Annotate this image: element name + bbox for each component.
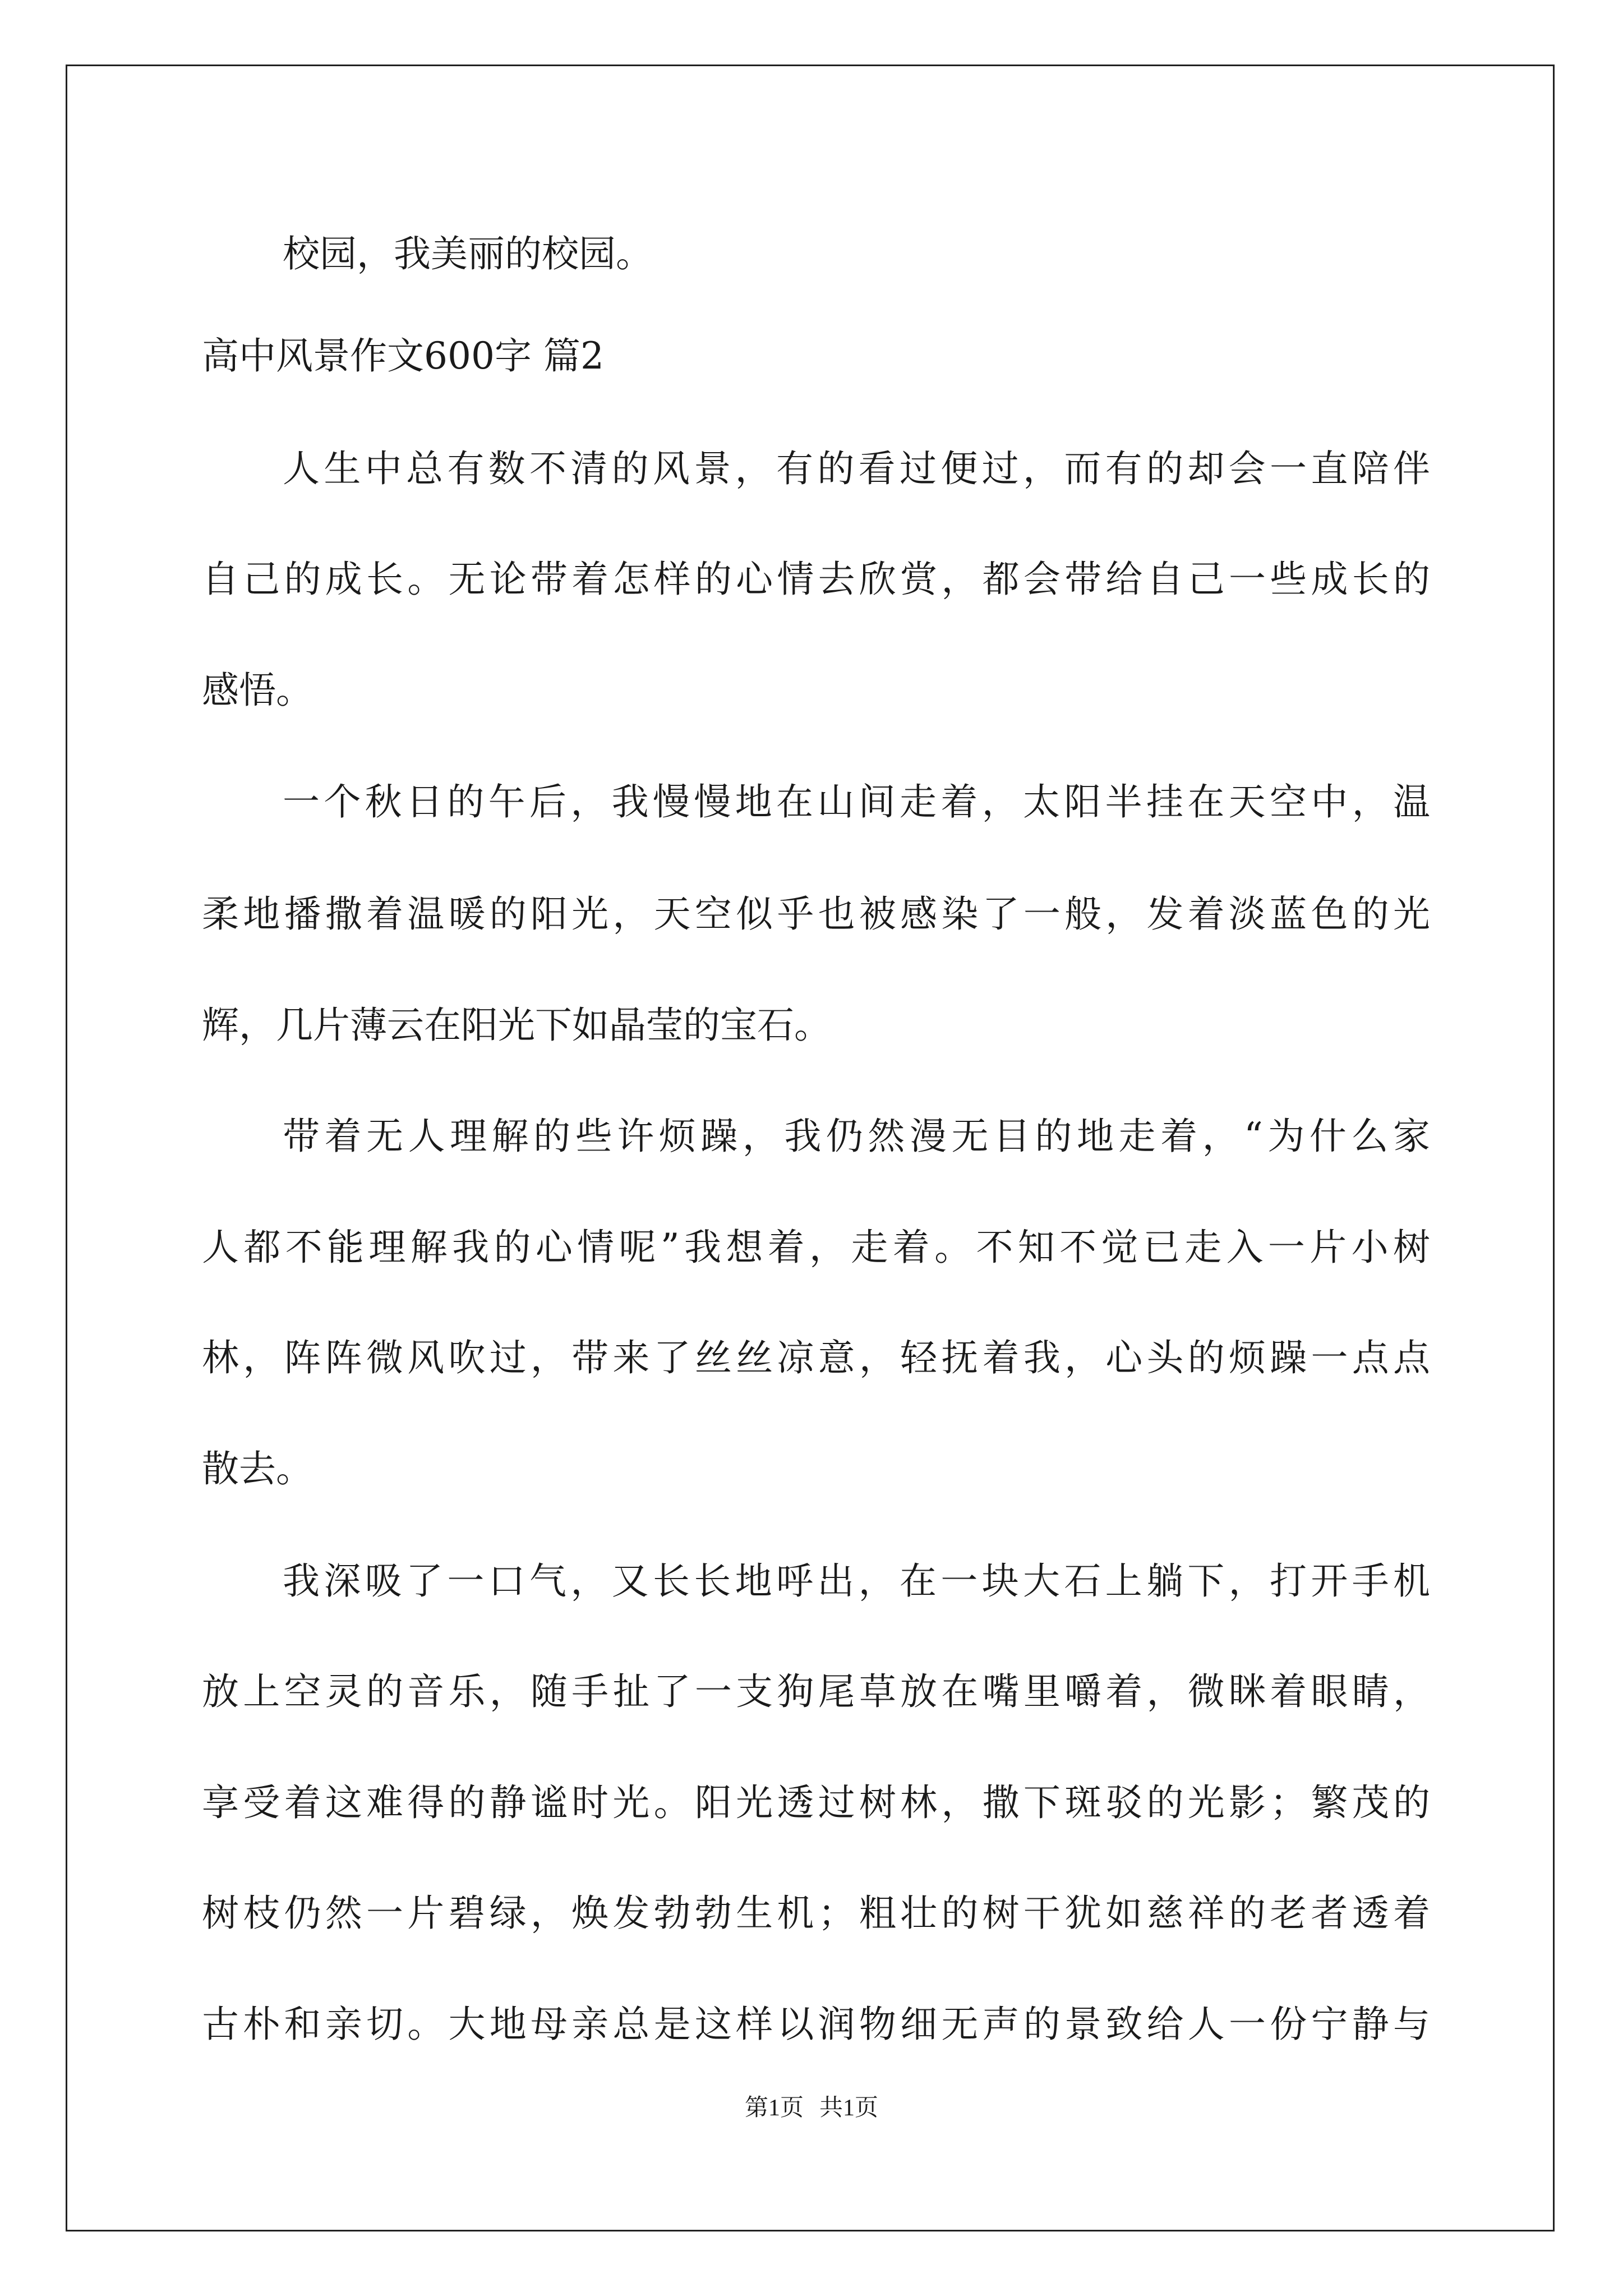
paragraph-line: 享受着这难得的静谧时光。阳光透过树林，撒下斑驳的光影；繁茂的 bbox=[202, 1781, 1430, 1824]
paragraph-line: 人生中总有数不清的风景，有的看过便过，而有的却会一直陪伴 bbox=[283, 447, 1430, 490]
paragraph-line: 自己的成长。无论带着怎样的心情去欣赏，都会带给自己一些成长的 bbox=[202, 558, 1430, 601]
paragraph-line: 一个秋日的午后，我慢慢地在山间走着，太阳半挂在天空中，温 bbox=[283, 780, 1430, 823]
page-number: 第1页 bbox=[744, 2095, 804, 2121]
paragraph-line: 树枝仍然一片碧绿，焕发勃勃生机；粗壮的树干犹如慈祥的老者透着 bbox=[202, 1892, 1430, 1935]
section-heading: 高中风景作文600字 篇2 bbox=[202, 334, 604, 378]
paragraph-line: 柔地播撒着温暖的阳光，天空似乎也被感染了一般，发着淡蓝色的光 bbox=[202, 892, 1430, 936]
page-footer bbox=[0, 2091, 1623, 2125]
paragraph-line: 放上空灵的音乐，随手扯了一支狗尾草放在嘴里嚼着，微眯着眼睛， bbox=[202, 1670, 1430, 1713]
paragraph-line: 人都不能理解我的心情呢”我想着，走着。不知不觉已走入一片小树 bbox=[202, 1226, 1430, 1269]
paragraph-line: 带着无人理解的些许烦躁，我仍然漫无目的地走着，“为什么家 bbox=[283, 1115, 1430, 1158]
page-total: 共1页 bbox=[819, 2095, 879, 2121]
paragraph-line: 辉，几片薄云在阳光下如晶莹的宝石。 bbox=[202, 1004, 831, 1047]
paragraph-line: 校园，我美丽的校园。 bbox=[283, 232, 653, 275]
paragraph-line: 古朴和亲切。大地母亲总是这样以润物细无声的景致给人一份宁静与 bbox=[202, 2003, 1430, 2046]
paragraph-line: 散去。 bbox=[202, 1447, 313, 1490]
paragraph-line: 我深吸了一口气，又长长地呼出，在一块大石上躺下，打开手机 bbox=[283, 1559, 1430, 1603]
paragraph-line: 林，阵阵微风吹过，带来了丝丝凉意，轻抚着我，心头的烦躁一点点 bbox=[202, 1336, 1430, 1379]
paragraph-line: 感悟。 bbox=[202, 669, 313, 712]
